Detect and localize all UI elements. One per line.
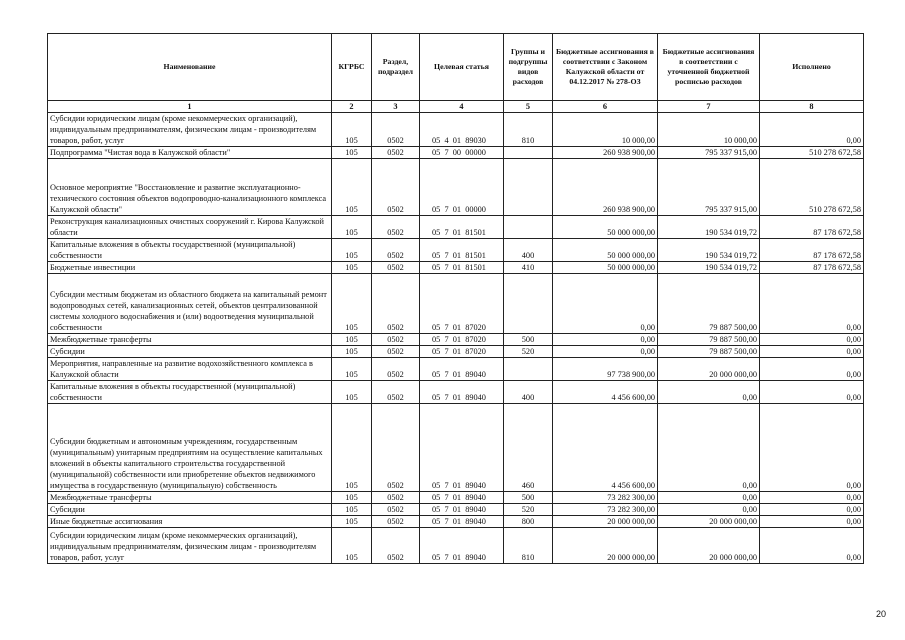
table-row: [48, 262, 864, 274]
row-grbs: 105: [332, 159, 372, 216]
row-razdel: 0502: [372, 528, 420, 564]
row-razdel: 0502: [372, 159, 420, 216]
header-svod: Бюджетные ассигнования в соответствии с уточненной бюджетной росписью расходов: [658, 34, 760, 101]
row-svod: 795 337 915,00: [658, 159, 760, 216]
row-vr: 800: [504, 516, 553, 528]
column-number-row: [48, 101, 864, 113]
table-row: [48, 516, 864, 528]
row-isp: 0,00: [760, 404, 864, 492]
row-razdel: 0502: [372, 262, 420, 274]
row-svod: 20 000 000,00: [658, 358, 760, 381]
row-isp: 0,00: [760, 381, 864, 404]
row-law: 260 938 900,00: [553, 159, 658, 216]
row-name: Межбюджетные трансферты: [48, 492, 332, 504]
table-row: [48, 274, 864, 334]
row-law: 73 282 300,00: [553, 504, 658, 516]
column-number: 2: [332, 101, 372, 113]
row-law: 0,00: [553, 346, 658, 358]
row-name: Мероприятия, направленные на развитие водохозяйственного комплекса в Калужской области: [48, 358, 332, 381]
header-cs: Целевая статья: [420, 34, 504, 101]
table-row: [48, 113, 864, 147]
column-number: 4: [420, 101, 504, 113]
row-isp: 0,00: [760, 492, 864, 504]
row-razdel: 0502: [372, 358, 420, 381]
column-number: 6: [553, 101, 658, 113]
row-name: Иные бюджетные ассигнования: [48, 516, 332, 528]
row-grbs: 105: [332, 404, 372, 492]
row-cs: 05 7 01 87020: [420, 334, 504, 346]
column-number: 5: [504, 101, 553, 113]
row-cs: 05 7 01 87020: [420, 274, 504, 334]
row-law: 260 938 900,00: [553, 147, 658, 159]
row-vr: 810: [504, 528, 553, 564]
row-isp: 510 278 672,58: [760, 159, 864, 216]
row-cs: 05 4 01 89030: [420, 113, 504, 147]
table-row: [48, 381, 864, 404]
header-vr: Группы и подгруппы видов расходов: [504, 34, 553, 101]
row-isp: 0,00: [760, 346, 864, 358]
row-name: Субсидии местным бюджетам из областного бюджета на капитальный ремонт водопроводных сетей, канализационных сетей, объектов централизованной системы холодного водоснабжения и (или) водоотведения муниципальной собственности: [48, 274, 332, 334]
row-grbs: 105: [332, 346, 372, 358]
row-svod: 190 534 019,72: [658, 239, 760, 262]
row-vr: 520: [504, 346, 553, 358]
row-vr: 460: [504, 404, 553, 492]
table-row: [48, 346, 864, 358]
row-name: Капитальные вложения в объекты государственной (муниципальной) собственности: [48, 381, 332, 404]
row-razdel: 0502: [372, 334, 420, 346]
table-row: [48, 358, 864, 381]
row-svod: 0,00: [658, 492, 760, 504]
row-svod: 79 887 500,00: [658, 346, 760, 358]
table-row: [48, 159, 864, 216]
row-vr: 810: [504, 113, 553, 147]
row-grbs: 105: [332, 504, 372, 516]
row-isp: 87 178 672,58: [760, 239, 864, 262]
row-name: Субсидии: [48, 504, 332, 516]
table-row: [48, 147, 864, 159]
table-row: [48, 404, 864, 492]
row-law: 20 000 000,00: [553, 516, 658, 528]
row-name: Межбюджетные трансферты: [48, 334, 332, 346]
row-razdel: 0502: [372, 346, 420, 358]
row-vr: [504, 147, 553, 159]
header-name: Наименование: [48, 34, 332, 101]
row-razdel: 0502: [372, 404, 420, 492]
row-vr: [504, 358, 553, 381]
row-razdel: 0502: [372, 239, 420, 262]
row-grbs: 105: [332, 274, 372, 334]
row-law: 0,00: [553, 274, 658, 334]
row-grbs: 105: [332, 358, 372, 381]
row-isp: 0,00: [760, 504, 864, 516]
row-razdel: 0502: [372, 504, 420, 516]
row-cs: 05 7 01 81501: [420, 262, 504, 274]
table-header-row: [48, 34, 864, 101]
column-number: 8: [760, 101, 864, 113]
header-isp: Исполнено: [760, 34, 864, 101]
row-grbs: 105: [332, 516, 372, 528]
row-name: Субсидии юридическим лицам (кроме некоммерческих организаций), индивидуальным предпринимателям, физическим лицам - производителям товаров, работ, услуг: [48, 528, 332, 564]
row-law: 50 000 000,00: [553, 262, 658, 274]
row-grbs: 105: [332, 334, 372, 346]
row-name: Основное мероприятие "Восстановление и развитие эксплуатационно-технического состояния объектов водопроводно-канализационного комплекса Калужской области": [48, 159, 332, 216]
row-isp: 87 178 672,58: [760, 262, 864, 274]
row-razdel: 0502: [372, 381, 420, 404]
row-name: Субсидии: [48, 346, 332, 358]
row-razdel: 0502: [372, 492, 420, 504]
row-law: 50 000 000,00: [553, 216, 658, 239]
table-row: [48, 334, 864, 346]
row-grbs: 105: [332, 492, 372, 504]
row-isp: 0,00: [760, 334, 864, 346]
row-svod: 795 337 915,00: [658, 147, 760, 159]
row-isp: 0,00: [760, 358, 864, 381]
row-svod: 0,00: [658, 381, 760, 404]
row-cs: 05 7 01 81501: [420, 239, 504, 262]
table-row: [48, 239, 864, 262]
table-row: [48, 216, 864, 239]
row-grbs: 105: [332, 381, 372, 404]
row-grbs: 105: [332, 216, 372, 239]
header-razdel: Раздел, подраздел: [372, 34, 420, 101]
row-cs: 05 7 01 89040: [420, 528, 504, 564]
header-ktgbs: КГРБС: [332, 34, 372, 101]
row-name: Реконструкция канализационных очистных сооружений г. Кирова Калужской области: [48, 216, 332, 239]
row-grbs: 105: [332, 147, 372, 159]
table-row: [48, 528, 864, 564]
row-svod: 190 534 019,72: [658, 216, 760, 239]
column-number: 3: [372, 101, 420, 113]
row-razdel: 0502: [372, 113, 420, 147]
header-law: Бюджетные ассигнования в соответствии с Законом Калужской области от 04.12.2017 № 278-ОЗ: [553, 34, 658, 101]
row-vr: 400: [504, 239, 553, 262]
row-grbs: 105: [332, 528, 372, 564]
row-razdel: 0502: [372, 274, 420, 334]
row-svod: 190 534 019,72: [658, 262, 760, 274]
budget-table: [47, 33, 864, 564]
row-law: 0,00: [553, 334, 658, 346]
column-number: 1: [48, 101, 332, 113]
row-razdel: 0502: [372, 516, 420, 528]
row-cs: 05 7 01 89040: [420, 381, 504, 404]
row-svod: 20 000 000,00: [658, 516, 760, 528]
row-razdel: 0502: [372, 147, 420, 159]
row-grbs: 105: [332, 239, 372, 262]
row-law: 50 000 000,00: [553, 239, 658, 262]
page-number: 20: [876, 609, 887, 619]
row-cs: 05 7 01 89040: [420, 492, 504, 504]
row-cs: 05 7 01 81501: [420, 216, 504, 239]
row-isp: 0,00: [760, 516, 864, 528]
row-vr: [504, 274, 553, 334]
row-cs: 05 7 00 00000: [420, 147, 504, 159]
row-law: 73 282 300,00: [553, 492, 658, 504]
row-svod: 0,00: [658, 404, 760, 492]
row-svod: 79 887 500,00: [658, 274, 760, 334]
row-razdel: 0502: [372, 216, 420, 239]
row-vr: 500: [504, 492, 553, 504]
row-law: 4 456 600,00: [553, 404, 658, 492]
row-name: Субсидии юридическим лицам (кроме некоммерческих организаций), индивидуальным предпринимателям, физическим лицам - производителям товаров, работ, услуг: [48, 113, 332, 147]
row-law: 97 738 900,00: [553, 358, 658, 381]
row-cs: 05 7 01 00000: [420, 159, 504, 216]
row-vr: 410: [504, 262, 553, 274]
row-law: 10 000,00: [553, 113, 658, 147]
row-cs: 05 7 01 89040: [420, 516, 504, 528]
row-vr: [504, 216, 553, 239]
row-svod: 0,00: [658, 504, 760, 516]
row-grbs: 105: [332, 113, 372, 147]
row-cs: 05 7 01 89040: [420, 404, 504, 492]
table-row: [48, 504, 864, 516]
row-isp: 0,00: [760, 113, 864, 147]
row-vr: [504, 159, 553, 216]
row-isp: 87 178 672,58: [760, 216, 864, 239]
column-number: 7: [658, 101, 760, 113]
row-vr: 520: [504, 504, 553, 516]
row-name: Субсидии бюджетным и автономным учреждениям, государственным (муниципальным) унитарным предприятиям на осуществление капитальных вложений в объекты капитального строительства государственной (муниципальной) собственности или приобретение объектов недвижимого имущества в государственную (муниципальную) собственность: [48, 404, 332, 492]
row-grbs: 105: [332, 262, 372, 274]
row-vr: 500: [504, 334, 553, 346]
row-vr: 400: [504, 381, 553, 404]
row-svod: 79 887 500,00: [658, 334, 760, 346]
row-cs: 05 7 01 87020: [420, 346, 504, 358]
row-isp: 0,00: [760, 274, 864, 334]
row-name: Бюджетные инвестиции: [48, 262, 332, 274]
row-svod: 20 000 000,00: [658, 528, 760, 564]
row-law: 4 456 600,00: [553, 381, 658, 404]
row-name: Капитальные вложения в объекты государственной (муниципальной) собственности: [48, 239, 332, 262]
row-name: Подпрограмма "Чистая вода в Калужской области": [48, 147, 332, 159]
row-cs: 05 7 01 89040: [420, 504, 504, 516]
row-isp: 0,00: [760, 528, 864, 564]
row-cs: 05 7 01 89040: [420, 358, 504, 381]
row-svod: 10 000,00: [658, 113, 760, 147]
table-row: [48, 492, 864, 504]
row-isp: 510 278 672,58: [760, 147, 864, 159]
row-law: 20 000 000,00: [553, 528, 658, 564]
